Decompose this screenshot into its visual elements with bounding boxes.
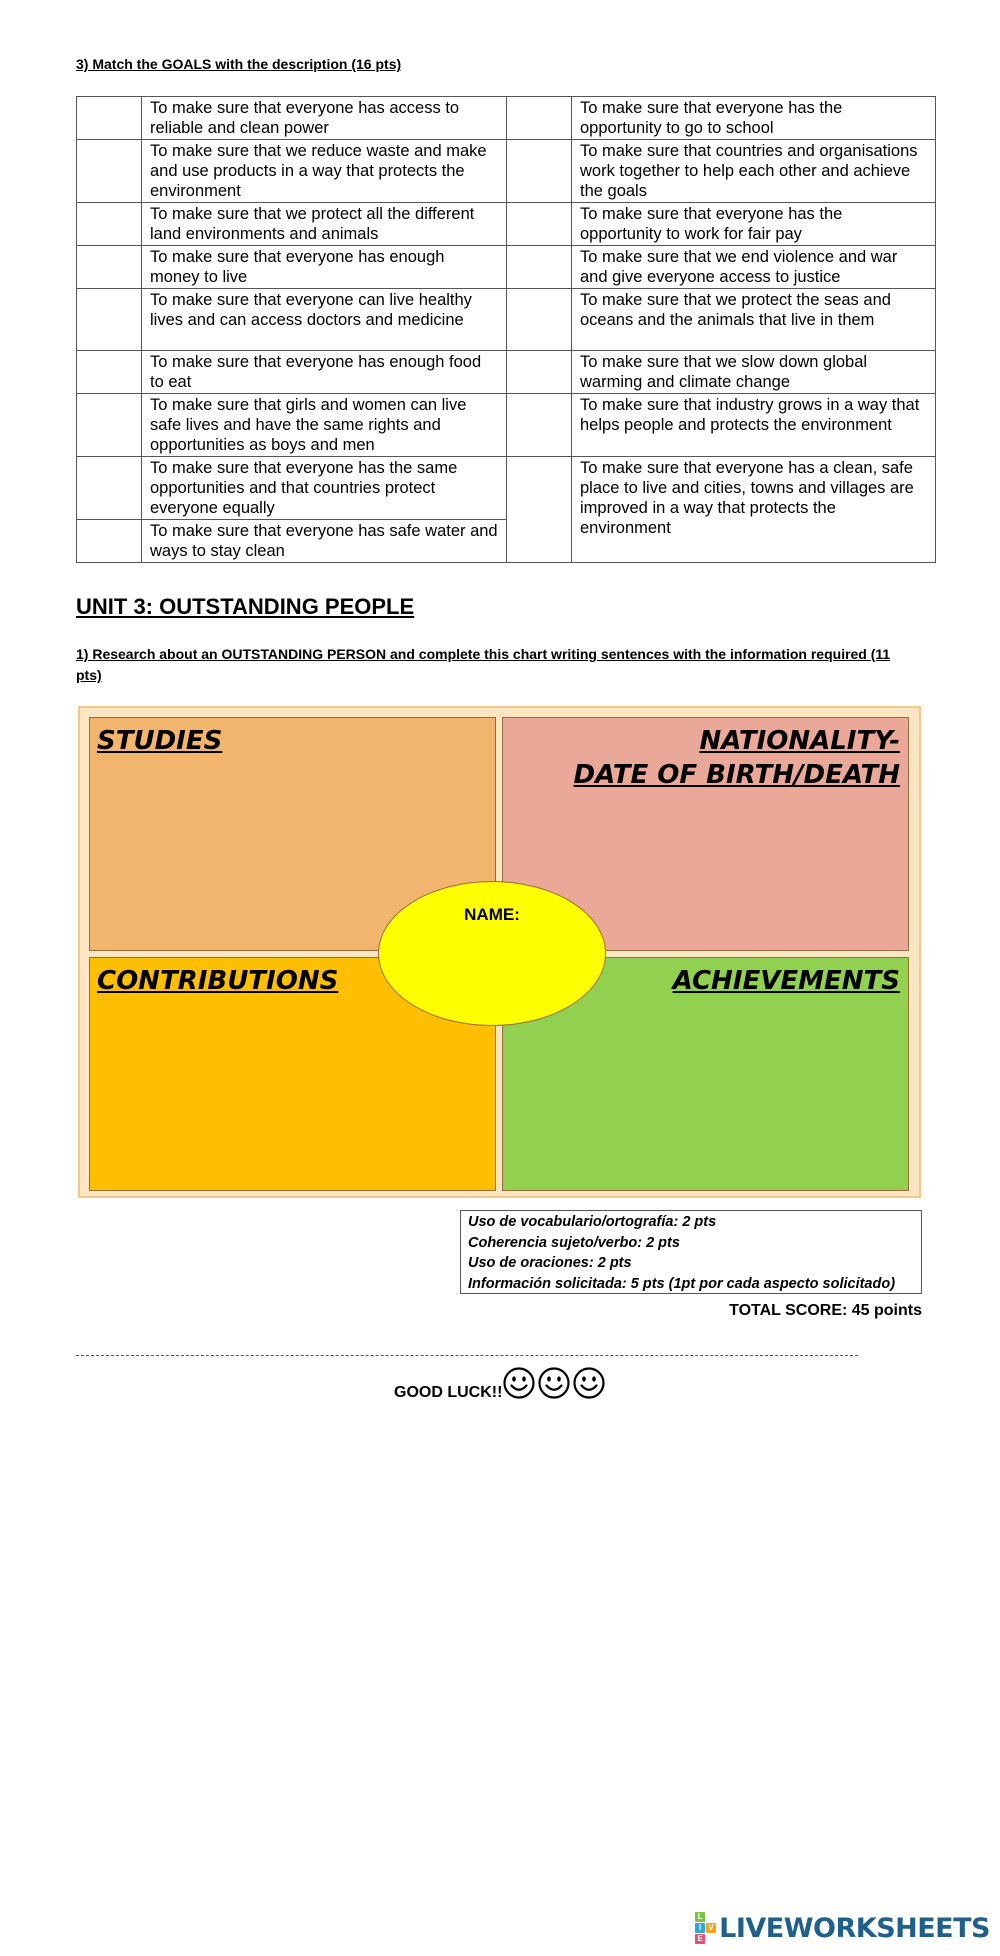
outstanding-person-chart xyxy=(78,706,921,1198)
name-label: NAME: xyxy=(464,905,520,924)
goal-description: To make sure that everyone has access to reliable and clean power xyxy=(142,97,507,140)
goal-description: To make sure that everyone has a clean, safe place to live and cities, towns and villages are improved in a way that protects the environment xyxy=(572,457,936,563)
goal-description: To make sure that we protect all the different land environments and animals xyxy=(142,203,507,246)
dashed-divider xyxy=(76,1355,858,1356)
match-input[interactable] xyxy=(85,142,133,162)
goals-section-heading: 3) Match the GOALS with the description (16 pts) xyxy=(76,56,402,72)
match-cell[interactable] xyxy=(507,457,572,563)
goal-description: To make sure that we end violence and war and give everyone access to justice xyxy=(572,246,936,289)
table-row xyxy=(77,457,936,520)
match-input[interactable] xyxy=(515,291,563,311)
rubric-box xyxy=(460,1210,922,1294)
goal-description: To make sure that we reduce waste and make and use products in a way that protects the environment xyxy=(142,140,507,203)
goal-description: To make sure that everyone has safe water and ways to stay clean xyxy=(142,520,507,563)
achievements-input[interactable] xyxy=(509,1018,902,1184)
rubric-line: Uso de oraciones: 2 pts xyxy=(468,1255,632,1271)
match-input[interactable] xyxy=(85,353,133,373)
goal-description: To make sure that we slow down global warming and climate change xyxy=(572,351,936,394)
logo-text: LIVEWORKSHEETS xyxy=(719,1912,990,1944)
table-row xyxy=(77,246,936,289)
achievements-title: ACHIEVEMENTS xyxy=(672,966,900,996)
match-cell[interactable] xyxy=(507,203,572,246)
match-input[interactable] xyxy=(515,353,563,373)
rubric-line: Coherencia sujeto/verbo: 2 pts xyxy=(468,1234,680,1251)
goal-description: To make sure that countries and organisations work together to help each other and achieve the goals xyxy=(572,140,936,203)
logo-mark-icon xyxy=(695,1912,716,1944)
match-input[interactable] xyxy=(515,99,563,119)
good-luck-text: GOOD LUCK!! xyxy=(394,1384,503,1401)
match-input[interactable] xyxy=(85,459,133,479)
match-cell[interactable] xyxy=(507,351,572,394)
match-cell[interactable] xyxy=(77,394,142,457)
goal-description: To make sure that everyone can live healthy lives and can access doctors and medicine xyxy=(142,289,507,351)
rubric-line: Uso de vocabulario/ortografía: 2 pts xyxy=(468,1214,717,1230)
match-cell[interactable] xyxy=(507,289,572,351)
goal-description: To make sure that industry grows in a way that helps people and protects the environment xyxy=(572,394,936,457)
unit-title: UNIT 3: OUTSTANDING PEOPLE xyxy=(76,594,415,619)
match-cell[interactable] xyxy=(77,289,142,351)
match-cell[interactable] xyxy=(507,140,572,203)
goals-match-table xyxy=(76,96,936,563)
match-input[interactable] xyxy=(85,248,133,268)
match-input[interactable] xyxy=(515,459,563,479)
table-row xyxy=(77,351,936,394)
match-cell[interactable] xyxy=(77,203,142,246)
goal-description: To make sure that everyone has the same opportunities and that countries protect everyone equally xyxy=(142,457,507,520)
table-row xyxy=(77,394,936,457)
contributions-input[interactable] xyxy=(96,1018,489,1184)
goal-description: To make sure that girls and women can live safe lives and have the same rights and opportunities as boys and men xyxy=(142,394,507,457)
liveworksheets-logo xyxy=(695,1912,990,1944)
match-cell[interactable] xyxy=(77,140,142,203)
rubric-line: Información solicitada: 5 pts (1pt por cada aspecto solicitado) xyxy=(468,1275,896,1292)
table-row xyxy=(77,203,936,246)
match-input[interactable] xyxy=(85,522,133,542)
smileys xyxy=(502,1366,607,1405)
table-row xyxy=(77,289,936,351)
match-cell[interactable] xyxy=(77,457,142,520)
smiley-icon xyxy=(572,1366,606,1400)
match-input[interactable] xyxy=(85,99,133,119)
match-input[interactable] xyxy=(85,205,133,225)
match-input[interactable] xyxy=(515,248,563,268)
research-task-heading: 1) Research about an OUTSTANDING PERSON and complete this chart writing sentences with the information required (11 pts) xyxy=(76,646,891,683)
nationality-title xyxy=(574,724,901,792)
table-row xyxy=(77,97,936,140)
total-score: TOTAL SCORE: 45 points xyxy=(729,1302,922,1319)
match-input[interactable] xyxy=(515,142,563,162)
logo-mark-letter: I xyxy=(695,1923,705,1933)
contributions-title: CONTRIBUTIONS xyxy=(97,966,339,996)
match-cell[interactable] xyxy=(507,246,572,289)
match-cell[interactable] xyxy=(77,97,142,140)
match-cell[interactable] xyxy=(507,394,572,457)
match-cell[interactable] xyxy=(77,246,142,289)
goal-description: To make sure that everyone has the opportunity to go to school xyxy=(572,97,936,140)
goal-description: To make sure that everyone has enough food to eat xyxy=(142,351,507,394)
match-input[interactable] xyxy=(515,205,563,225)
logo-mark-letter: V xyxy=(706,1923,716,1933)
table-row xyxy=(77,140,936,203)
match-input[interactable] xyxy=(85,291,133,311)
smiley-icon xyxy=(537,1366,571,1400)
goal-description: To make sure that we protect the seas and oceans and the animals that live in them xyxy=(572,289,936,351)
match-input[interactable] xyxy=(515,396,563,416)
studies-title: STUDIES xyxy=(97,726,223,756)
goal-description: To make sure that everyone has the opportunity to work for fair pay xyxy=(572,203,936,246)
nationality-title-line1: NATIONALITY- xyxy=(699,726,900,756)
match-cell[interactable] xyxy=(77,520,142,563)
match-input[interactable] xyxy=(85,396,133,416)
match-cell[interactable] xyxy=(507,97,572,140)
goal-description: To make sure that everyone has enough money to live xyxy=(142,246,507,289)
name-ellipse xyxy=(378,881,606,1026)
logo-mark-letter: L xyxy=(695,1912,705,1922)
match-cell[interactable] xyxy=(77,351,142,394)
name-input[interactable] xyxy=(409,938,581,980)
nationality-title-line2: DATE OF BIRTH/DEATH xyxy=(573,760,900,790)
smiley-icon xyxy=(502,1366,536,1400)
logo-mark-letter: E xyxy=(695,1934,705,1944)
